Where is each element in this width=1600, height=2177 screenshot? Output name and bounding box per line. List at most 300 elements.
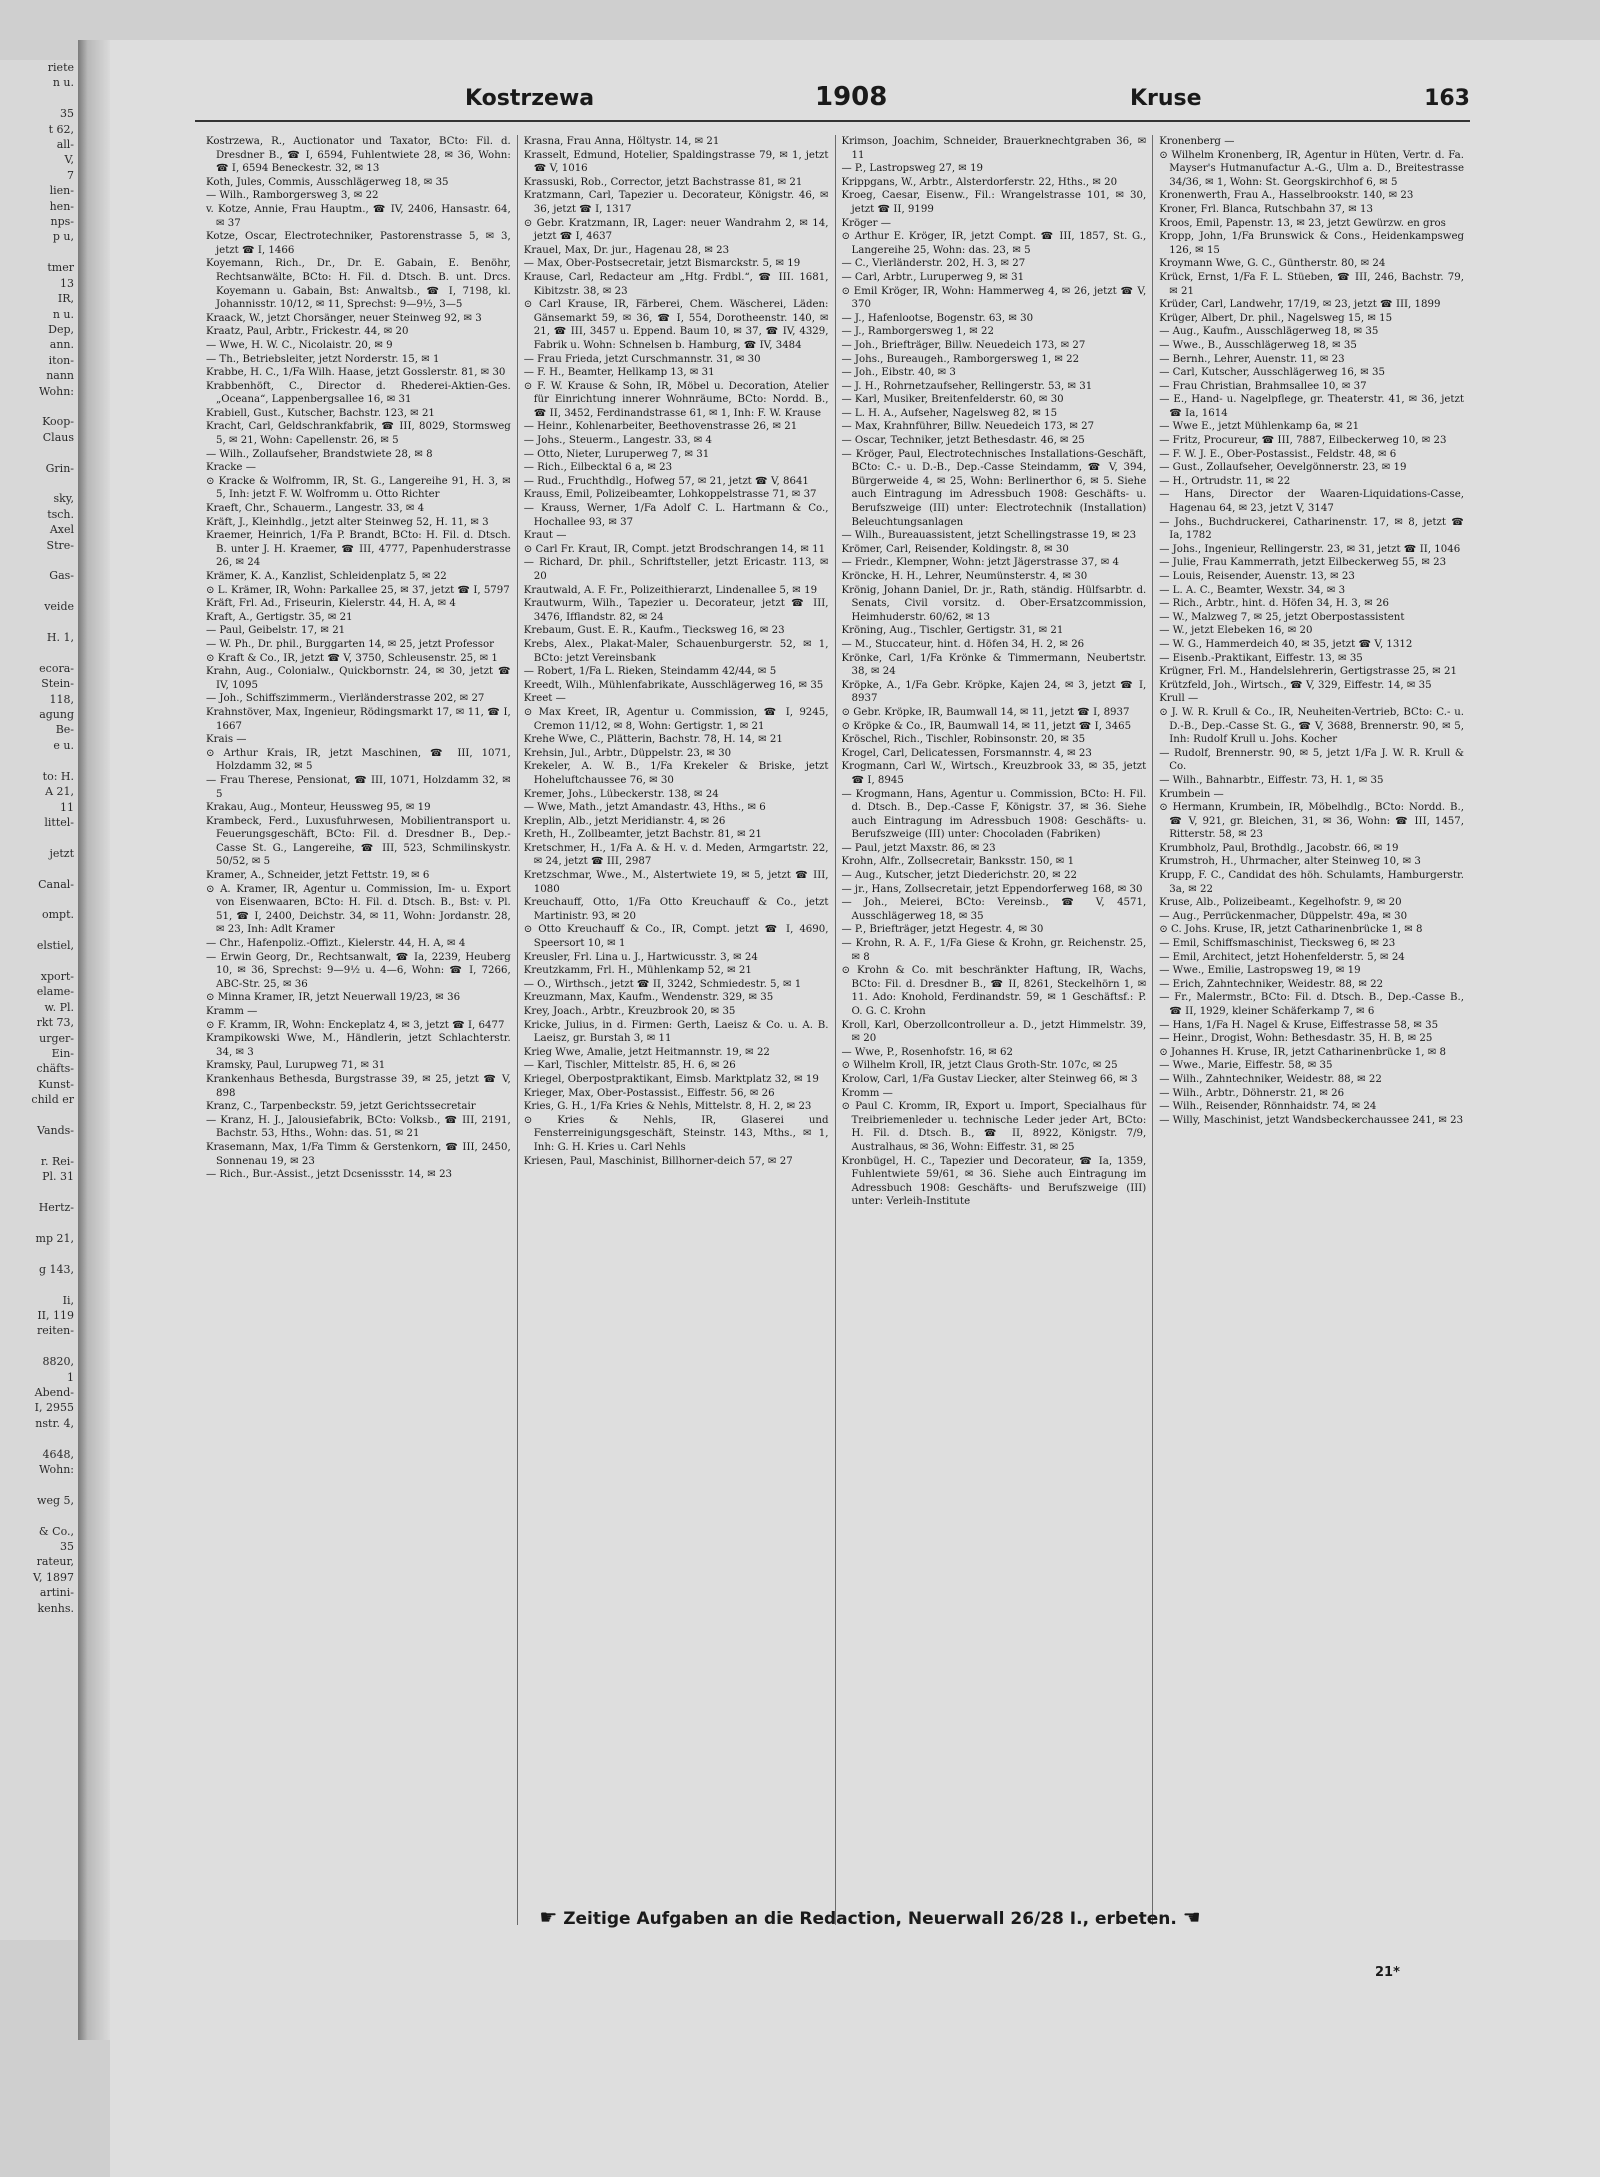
fragment-line: all- (56, 138, 74, 152)
directory-entry: Kretschmer, H., 1/Fa A. & H. v. d. Meden, Armgartstr. 22, ✉ 24, jetzt ☎ III, 2987 (523, 842, 829, 868)
directory-entry: — Wilh., Arbtr., Döhnerstr. 21, ✉ 26 (1159, 1087, 1345, 1099)
directory-entry: Kronenberg — (1159, 136, 1235, 147)
directory-entry: Krause, Carl, Redacteur am „Htg. Frdbl.“, ☎ III. 1681, Kibitzstr. 38, ✉ 23 (523, 271, 829, 297)
directory-entry: Koth, Jules, Commis, Ausschlägerweg 18, ✉ 35 (206, 176, 449, 188)
directory-entry: ⊙ Wilhelm Kronenberg, IR, Agentur in Hüten, Vertr. d. Fa. Mayser's Hutmanufactur A.-G., Ulm a. D., Breitestrasse 34/36, ✉ 1, Wohn: St. Georgskirchhof 6, ✉ 5 (1159, 149, 1464, 188)
directory-entry: — Johs., Steuerm., Langestr. 33, ✉ 4 (523, 435, 713, 447)
directory-entry: ⊙ F. W. Krause & Sohn, IR, Möbel u. Decoration, Atelier für Einrichtung innerer Wohnräume, BCto: Nordd. B., ☎ II, 3452, Ferdinandstrasse 61, ✉ 1, Inh: F. W. Krause (523, 380, 829, 419)
fragment-line: Ein- (51, 1047, 74, 1060)
fragment-line: 1 (67, 1370, 74, 1384)
directory-entry: ⊙ F. Kramm, IR, Wohn: Enckeplatz 4, ✉ 3, jetzt ☎ I, 6477 (206, 1019, 505, 1031)
directory-entry: ⊙ Emil Kröger, IR, Wohn: Hammerweg 4, ✉ 26, jetzt ☎ V, 370 (841, 285, 1147, 311)
directory-entry: — Emil, Architect, jetzt Hohenfelderstr. 5, ✉ 24 (1159, 951, 1405, 963)
directory-entry: Kräft, J., Kleinhdlg., jetzt alter Steinweg 52, H. 11, ✉ 3 (206, 516, 489, 528)
fragment-line: agung (39, 708, 74, 722)
fragment-line (0, 476, 78, 491)
book-gutter-shadow (78, 40, 110, 2040)
fragment-line: mp 21, (35, 1231, 74, 1245)
fragment-line: n u. (52, 76, 74, 90)
fragment-line: 8820, (42, 1355, 74, 1369)
directory-entry: — Wwe, H. W. C., Nicolaistr. 20, ✉ 9 (206, 339, 393, 351)
directory-entry: — Fritz, Procureur, ☎ III, 7887, Eilbeckerweg 10, ✉ 23 (1159, 435, 1447, 447)
directory-entry: ⊙ Kracke & Wolfromm, IR, St. G., Langereihe 91, H. 3, ✉ 5, Inh: jetzt F. W. Wolfromm u. Otto Richter (206, 475, 511, 501)
directory-entry: Krumbholz, Paul, Brothdlg., Jacobstr. 66, ✉ 19 (1159, 842, 1399, 854)
directory-entry: Kreet — (523, 693, 566, 705)
directory-entry: ⊙ J. W. R. Krull & Co., IR, Neuheiten-Vertrieb, BCto: C.- u. D.-B., Dep.-Casse St. G., ☎ V, 3688, Brennerstr. 90, ✉ 5, Inh: Rudolf Krull u. Johs. Kocher (1159, 706, 1464, 746)
fragment-line: Stein- (41, 677, 74, 691)
directory-entry: Krumbein — (1159, 788, 1224, 800)
directory-entry: — Wilh., Bahnarbtr., Eiffestr. 73, H. 1, ✉ 35 (1159, 774, 1384, 786)
fragment-line: ann. (49, 338, 74, 352)
directory-entry: ⊙ Carl Krause, IR, Färberei, Chem. Wäscherei, Läden: Gänsemarkt 59, ✉ 36, ☎ I, 554, Dorotheenstr. 140, ✉ 21, ☎ III, 3457 u. Eppend. Baum 10, ✉ 37, ☎ IV, 4329, Fabrik u. Wohn: Schnelsen b. Hamburg, ☎ IV, 3484 (523, 299, 829, 351)
fragment-line: 35 (60, 1540, 74, 1553)
directory-entry: — Wwe, P., Rosenhofstr. 16, ✉ 62 (841, 1046, 1013, 1058)
directory-entry: — L. A. C., Beamter, Wexstr. 34, ✉ 3 (1159, 584, 1346, 596)
fragment-line: urger- (39, 1031, 74, 1045)
fragment-line: Koop- (42, 415, 74, 429)
directory-entry: Kruse, Alb., Polizeibeamt., Kegelhofstr. 9, ✉ 20 (1159, 897, 1402, 909)
directory-entry: — L. H. A., Aufseher, Nagelsweg 82, ✉ 15 (841, 407, 1058, 419)
directory-entry: — Rudolf, Brennerstr. 90, ✉ 5, jetzt 1/Fa J. W. R. Krull & Co. (1159, 747, 1464, 773)
directory-entry: — Julie, Frau Kammerrath, jetzt Eilbeckerweg 55, ✉ 23 (1159, 557, 1447, 569)
directory-entry: Krippgans, W., Arbtr., Alsterdorferstr. 22, Hths., ✉ 20 (841, 176, 1118, 188)
fragment-line (0, 861, 78, 876)
directory-entry: — Wwe., Emilie, Lastropsweg 19, ✉ 19 (1159, 965, 1361, 977)
directory-entry: — Friedr., Klempner, Wohn: jetzt Jägerstrasse 37, ✉ 4 (841, 557, 1119, 569)
directory-entry: ⊙ Kraft & Co., IR, jetzt ☎ V, 3750, Schleusenstr. 25, ✉ 1 (206, 652, 498, 664)
fragment-line: nps- (50, 215, 74, 229)
directory-entry: Krömer, Carl, Reisender, Koldingstr. 8, ✉ 30 (841, 543, 1069, 555)
directory-entry: Krasna, Frau Anna, Höltystr. 14, ✉ 21 (523, 136, 720, 147)
directory-entry: Kröschel, Rich., Tischler, Robinsonstr. 20, ✉ 35 (841, 734, 1086, 746)
fragment-line: V, 1897 (32, 1570, 74, 1584)
directory-entry: Krieg Wwe, Amalie, jetzt Heitmannstr. 19, ✉ 22 (523, 1046, 770, 1058)
directory-entry: ⊙ Gebr. Kratzmann, IR, Lager: neuer Wandrahm 2, ✉ 14, jetzt ☎ I, 4637 (523, 217, 829, 243)
directory-entry: — Wilh., Zahntechniker, Weidestr. 88, ✉ 22 (1159, 1073, 1382, 1085)
fragment-line: Ii, (62, 1293, 74, 1307)
fragment-line (0, 645, 78, 660)
directory-entry: Kramer, A., Schneider, jetzt Fettstr. 19, ✉ 6 (206, 870, 430, 882)
directory-entry: Krampikowski Wwe, M., Händlerin, jetzt Schlachterstr. 34, ✉ 3 (206, 1033, 511, 1058)
directory-entry: Krebaum, Gust. E. R., Kaufm., Tiecksweg 16, ✉ 23 (523, 625, 785, 637)
directory-entry: ⊙ Krohn & Co. mit beschränkter Haftung, IR, Wachs, BCto: Fil. d. Dresdner B., ☎ II, 8261, Steckelhörn 1, ✉ 11. Ado: Knohold, Ferdinandstr. 59, ✉ 1 Geschäftsf.: P. O. G. C. Krohn (841, 965, 1147, 1017)
fragment-line (0, 1138, 78, 1153)
directory-entry: — F. H., Beamter, Hellkamp 13, ✉ 31 (523, 367, 715, 379)
directory-entry: — Krohn, R. A. F., 1/Fa Giese & Krohn, gr. Reichenstr. 25, ✉ 8 (841, 938, 1147, 963)
directory-entry: Krämer, K. A., Kanzlist, Schleidenplatz 5, ✉ 22 (206, 571, 447, 582)
directory-entry: ⊙ Max Kreet, IR, Agentur u. Commission, ☎ I, 9245, Cremon 11/12, ✉ 8, Wohn: Gertigstr. 1, ✉ 21 (523, 706, 829, 732)
directory-entry: Kreth, H., Zollbeamter, jetzt Bachstr. 81, ✉ 21 (523, 829, 762, 841)
directory-entry: — Joh., Briefträger, Billw. Neuedeich 173, ✉ 27 (841, 339, 1086, 351)
directory-entry: — J., Ramborgersweg 1, ✉ 22 (841, 326, 994, 338)
directory-entry: Krais — (206, 734, 247, 746)
page-number: 163 (1424, 86, 1470, 111)
page-header (195, 80, 1470, 122)
fragment-line (0, 954, 78, 969)
directory-entry: Krolow, Carl, 1/Fa Gustav Liecker, alter Steinweg 66, ✉ 3 (841, 1073, 1138, 1085)
directory-entry: — Erwin Georg, Dr., Rechtsanwalt, ☎ Ia, 2239, Heuberg 10, ✉ 36, Sprechst: 9—9½ u. 4—6, Wohn: ☎ I, 7266, ABC-Str. 25, ✉ 36 (206, 951, 511, 990)
directory-entry: Krieger, Max, Ober-Postassist., Eiffestr. 56, ✉ 26 (523, 1087, 775, 1099)
fragment-line (0, 91, 78, 106)
directory-entry: — Johs., Bureaugeh., Ramborgersweg 1, ✉ 22 (841, 353, 1080, 365)
fragment-line: n u. (52, 307, 74, 321)
fragment-line: A 21, (45, 785, 74, 799)
directory-entry: Krönke, Carl, 1/Fa Krönke & Timmermann, Neubertstr. 38, ✉ 24 (841, 652, 1147, 678)
directory-entry: Krüder, Carl, Landwehr, 17/19, ✉ 23, jetzt ☎ III, 1899 (1159, 299, 1441, 311)
directory-entry: — Kranz, H. J., Jalousiefabrik, BCto: Volksb., ☎ III, 2191, Bachstr. 53, Hths., Wohn: das. 51, ✉ 21 (206, 1114, 511, 1140)
directory-entry: Kraatz, Paul, Arbtr., Frickestr. 44, ✉ 20 (206, 326, 409, 338)
directory-entry: Kranz, C., Tarpenbeckstr. 59, jetzt Gerichtssecretair (206, 1101, 476, 1113)
fragment-line: Kunst- (38, 1077, 74, 1091)
directory-entry: Kramm — (206, 1006, 258, 1017)
fragment-line: lien- (49, 184, 74, 198)
fragment-line: 118, (49, 692, 74, 706)
fragment-line: iton- (48, 353, 74, 367)
fragment-line: sky, (53, 492, 74, 506)
directory-entry: Krogmann, Carl W., Wirtsch., Kreuzbrook 33, ✉ 35, jetzt ☎ I, 8945 (841, 761, 1147, 786)
directory-entry: — Robert, 1/Fa L. Rieken, Steindamm 42/44, ✉ 5 (523, 666, 777, 678)
fragment-line: tmer (47, 261, 74, 275)
directory-entry: — J. H., Rohrnetzaufseher, Rellingerstr. 53, ✉ 31 (841, 380, 1093, 392)
directory-entry: — Oscar, Techniker, jetzt Bethesdastr. 46, ✉ 25 (841, 435, 1085, 447)
directory-entry: Koyemann, Rich., Dr., Dr. E. Gabain, E. Benöhr, Rechtsanwälte, BCto: H. Fil. d. Dtsch. B. unt. Drcs. Koyemann u. Gabain, Bst: Anwaltsb., ☎ I, 7198, kl. Johannisstr. 10/12, ✉ 11, Sprechst: 9—9½, 3—5 (206, 258, 511, 311)
directory-entry: ⊙ Wilhelm Kroll, IR, jetzt Claus Groth-Str. 107c, ✉ 25 (841, 1060, 1118, 1072)
directory-entry: ⊙ Johannes H. Kruse, IR, jetzt Catharinenbrücke 1, ✉ 8 (1159, 1046, 1446, 1058)
directory-entry: Kroos, Emil, Papenstr. 13, ✉ 23, jetzt Gewürzw. en gros (1159, 217, 1446, 229)
fragment-line: II, 119 (37, 1308, 74, 1322)
fragment-line: V, (64, 153, 74, 167)
column-2 (518, 135, 836, 1925)
directory-entry: — Max, Krahnführer, Billw. Neuedeich 173, ✉ 27 (841, 421, 1095, 433)
fragment-line: tsch. (47, 507, 74, 521)
directory-entry: — Chr., Hafenpoliz.-Offizt., Kielerstr. 44, H. A, ✉ 4 (206, 938, 466, 950)
fragment-line: Axel (49, 523, 74, 537)
directory-entry: — Heinr., Drogist, Wohn: Bethesdastr. 35, H. B, ✉ 25 (1159, 1033, 1433, 1045)
directory-entry: Kraft, A., Gertigstr. 35, ✉ 21 (206, 611, 353, 623)
fragment-line (0, 1215, 78, 1230)
directory-entry: — W. Ph., Dr. phil., Burggarten 14, ✉ 25, jetzt Professor (206, 638, 495, 650)
directory-entry: Kracke — (206, 462, 256, 474)
directory-entry: ⊙ Arthur E. Kröger, IR, jetzt Compt. ☎ III, 1857, St. G., Langereihe 25, Wohn: das. 23, ✉ 5 (841, 231, 1147, 256)
directory-entry: — Aug., Perrückenmacher, Düppelstr. 49a, ✉ 30 (1159, 910, 1408, 922)
fragment-line (0, 615, 78, 630)
directory-entry: — Aug., Kaufm., Ausschlägerweg 18, ✉ 35 (1159, 326, 1379, 338)
fragment-line: child er (31, 1093, 74, 1107)
directory-entry: — J., Hafenlootse, Bogenstr. 63, ✉ 30 (841, 312, 1034, 324)
directory-entry: Krasselt, Edmund, Hotelier, Spaldingstrasse 79, ✉ 1, jetzt ☎ V, 1016 (523, 149, 829, 175)
fragment-line (0, 553, 78, 568)
directory-entry: Krassuski, Rob., Corrector, jetzt Bachstrasse 81, ✉ 21 (523, 176, 803, 188)
directory-entry: — E., Hand- u. Nagelpflege, gr. Theaterstr. 41, ✉ 36, jetzt ☎ Ia, 1614 (1159, 394, 1464, 419)
directory-entry: Krambeck, Ferd., Luxusfuhrwesen, Mobilientransport u. Feuerungsgeschäft, BCto: Fil. d. Dresdner B., Dep.-Casse St. G., Langereihe, ☎ III, 523, Schmilinskystr. 50/52, ✉ 5 (206, 815, 511, 868)
directory-entry: v. Kotze, Annie, Frau Hauptm., ☎ IV, 2406, Hansastr. 64, ✉ 37 (206, 203, 511, 229)
fragment-line: Abend- (34, 1385, 74, 1399)
fragment-line: Stre- (46, 538, 74, 552)
directory-entry: — M., Stuccateur, hint. d. Höfen 34, H. 2, ✉ 26 (841, 638, 1085, 650)
directory-entry: Krück, Ernst, 1/Fa F. L. Stüeben, ☎ III, 246, Bachstr. 79, ✉ 21 (1159, 271, 1464, 297)
directory-entry: — Wwe., Marie, Eiffestr. 58, ✉ 35 (1159, 1060, 1333, 1072)
fragment-line: r. Rei- (40, 1154, 74, 1168)
directory-entry: — W., Malzweg 7, ✉ 25, jetzt Oberpostassistent (1159, 611, 1405, 623)
fragment-line (0, 1477, 78, 1492)
fragment-line: elstiel, (36, 939, 74, 953)
directory-entry: Kraut — (523, 530, 567, 542)
fragment-line (0, 1246, 78, 1261)
directory-entry: — Louis, Reisender, Auenstr. 13, ✉ 23 (1159, 571, 1355, 582)
fragment-line (0, 1185, 78, 1200)
directory-entry: Krakau, Aug., Monteur, Heussweg 95, ✉ 19 (206, 802, 431, 814)
directory-entry: — Gust., Zollaufseher, Oevelgönnerstr. 23, ✉ 19 (1159, 462, 1407, 474)
directory-entry: Kratzmann, Carl, Tapezier u. Decorateur, Königstr. 46, ✉ 36, jetzt ☎ I, 1317 (523, 190, 829, 215)
directory-entry: Krull — (1159, 693, 1199, 705)
directory-entry: Kromm — (841, 1087, 893, 1099)
directory-entry: — Wilh., Zollaufseher, Brandstwiete 28, ✉ 8 (206, 448, 433, 460)
left-catchword: Kostrzewa (465, 86, 595, 111)
directory-entry: Krimson, Joachim, Schneider, Brauerknechtgraben 36, ✉ 11 (841, 136, 1147, 161)
fragment-line: Canal- (38, 877, 74, 891)
directory-entry: — Wilh., Ramborgersweg 3, ✉ 22 (206, 190, 379, 202)
directory-entry: ⊙ L. Krämer, IR, Wohn: Parkallee 25, ✉ 37, jetzt ☎ I, 5797 (206, 584, 510, 596)
directory-entry: — Wwe, Math., jetzt Amandastr. 43, Hths., ✉ 6 (523, 802, 766, 814)
fragment-line: Claus (42, 430, 74, 444)
fragment-line: p u, (52, 230, 74, 244)
fragment-line: rkt 73, (36, 1016, 74, 1030)
directory-entry: — P., Briefträger, jetzt Hegestr. 4, ✉ 30 (841, 924, 1044, 936)
fragment-line: ecora- (39, 661, 74, 675)
directory-entry: Kreutzkamm, Frl. H., Mühlenkamp 52, ✉ 21 (523, 965, 752, 977)
directory-entry: — Karl, Tischler, Mittelstr. 85, H. 6, ✉ 26 (523, 1060, 736, 1072)
fragment-line: & Co., (38, 1524, 74, 1538)
fragment-line: Vands- (37, 1124, 74, 1138)
fragment-line: I, 2955 (34, 1401, 74, 1415)
directory-entry: Kretzschmar, Wwe., M., Alstertwiete 19, ✉ 5, jetzt ☎ III, 1080 (523, 870, 829, 895)
directory-entry: Kostrzewa, R., Auctionator und Taxator, BCto: Fil. d. Dresdner B., ☎ I, 6594, Fuhlentwiete 28, ✉ 36, Wohn: ☎ I, 6594 Beneckestr. 32, ✉ 13 (206, 136, 511, 175)
directory-entry: — Max, Ober-Postsecretair, jetzt Bismarckstr. 5, ✉ 19 (523, 258, 801, 270)
directory-entry: — Emil, Schiffsmaschinist, Tiecksweg 6, ✉ 23 (1159, 938, 1396, 950)
directory-entry: Krauss, Emil, Polizeibeamter, Lohkoppelstrasse 71, ✉ 37 (523, 489, 817, 501)
directory-entry: Krautwald, A. F. Fr., Polizeithierarzt, Lindenallee 5, ✉ 19 (523, 584, 818, 596)
fragment-line (0, 1508, 78, 1523)
directory-entry: Kröncke, H. H., Lehrer, Neumünsterstr. 4, ✉ 30 (841, 571, 1088, 582)
directory-entry: Krekeler, A. W. B., 1/Fa Krekeler & Briske, jetzt Hoheluftchaussee 76, ✉ 30 (523, 761, 829, 786)
directory-entry: — W. G., Hammerdeich 40, ✉ 35, jetzt ☎ V, 1312 (1159, 638, 1413, 650)
fragment-line: Wohn: (38, 1462, 74, 1476)
directory-entry: Kröger — (841, 217, 891, 229)
directory-entry: Kroll, Karl, Oberzollcontrolleur a. D., jetzt Himmelstr. 39, ✉ 20 (841, 1019, 1147, 1045)
fragment-line: artini- (39, 1586, 74, 1600)
directory-entry: Kreplin, Alb., jetzt Meridianstr. 4, ✉ 26 (523, 815, 726, 827)
fragment-line: 4648, (42, 1447, 74, 1461)
fragment-line: IR, (57, 292, 74, 306)
directory-entry: Kropp, John, 1/Fa Brunswick & Cons., Heidenkampsweg 126, ✉ 15 (1159, 231, 1464, 256)
fragment-line: 7 (67, 168, 74, 182)
fragment-line (0, 245, 78, 260)
directory-entry: ⊙ Minna Kramer, IR, jetzt Neuerwall 19/23, ✉ 36 (206, 992, 461, 1004)
pointing-hand-left-icon: ☛ (539, 1905, 558, 1929)
directory-entry: — Rich., Eilbecktal 6 a, ✉ 23 (523, 462, 673, 474)
directory-entry: Krogel, Carl, Delicatessen, Forsmannstr. 4, ✉ 23 (841, 747, 1092, 759)
directory-entry: — Erich, Zahntechniker, Weidestr. 88, ✉ 22 (1159, 978, 1384, 990)
directory-entry: Krumstroh, H., Uhrmacher, alter Steinweg 10, ✉ 3 (1159, 856, 1421, 868)
directory-entry: Kreedt, Wilh., Mühlenfabrikate, Ausschlägerweg 16, ✉ 35 (523, 679, 824, 691)
directory-entry: — Wilh., Bureauassistent, jetzt Schellingstrasse 19, ✉ 23 (841, 530, 1137, 542)
directory-entry: Krankenhaus Bethesda, Burgstrasse 39, ✉ 25, jetzt ☎ V, 898 (206, 1073, 511, 1099)
fragment-line: riete (47, 61, 74, 74)
fragment-line (0, 445, 78, 460)
directory-entry: — Heinr., Kohlenarbeiter, Beethovenstrasse 26, ✉ 21 (523, 421, 798, 433)
directory-entry: — Wwe E., jetzt Mühlenkamp 6a, ✉ 21 (1159, 421, 1360, 433)
fragment-line: elame- (36, 985, 74, 999)
directory-entry: ⊙ Kries & Nehls, IR, Glaserei und Fensterreinigungsgeschäft, Steinstr. 143, Mths., ✉ 1, Inh: G. H. Kries u. Carl Nehls (523, 1114, 829, 1153)
directory-entry: — Fr., Malermstr., BCto: Fil. d. Dtsch. B., Dep.-Casse B., ☎ II, 1929, kleiner Schäferkamp 7, ✉ 6 (1159, 992, 1464, 1017)
directory-entry: Krahnstöver, Max, Ingenieur, Rödingsmarkt 17, ✉ 11, ☎ I, 1667 (206, 706, 511, 732)
fragment-line: Gas- (49, 569, 74, 583)
fragment-line: w. Pl. (44, 1000, 74, 1014)
directory-entry: Kreuchauff, Otto, 1/Fa Otto Kreuchauff & Co., jetzt Martinistr. 93, ✉ 20 (523, 897, 829, 922)
directory-entry: Krebs, Alex., Plakat-Maler, Schauenburgerstr. 52, ✉ 1, BCto: jetzt Vereinsbank (523, 638, 829, 664)
directory-entry: — Eisenb.-Praktikant, Eiffestr. 13, ✉ 35 (1159, 652, 1363, 664)
directory-entry: Krahn, Aug., Colonialw., Quickbornstr. 24, ✉ 30, jetzt ☎ IV, 1095 (206, 666, 511, 691)
directory-entry: — Rich., Arbtr., hint. d. Höfen 34, H. 3, ✉ 26 (1159, 598, 1389, 610)
directory-entry: Krey, Joach., Arbtr., Kreuzbrook 20, ✉ 35 (523, 1006, 736, 1017)
fragment-line: chäfts- (36, 1062, 74, 1076)
directory-entry: Kronbügel, H. C., Tapezier und Decorateur, ☎ Ia, 1359, Fuhlentwiete 59/61, ✉ 36. Siehe auch Eintragung im Adressbuch 1908: Geschäfts- und Berufszweige (III) unter: Verleih-Institute (841, 1155, 1147, 1208)
directory-entry: ⊙ Gebr. Kröpke, IR, Baumwall 14, ✉ 11, jetzt ☎ I, 8937 (841, 706, 1130, 718)
directory-entry: — Johs., Buchdruckerei, Catharinenstr. 17, ✉ 8, jetzt ☎ Ia, 1782 (1159, 516, 1464, 542)
directory-entry: — Hans, 1/Fa H. Nagel & Kruse, Eiffestrasse 58, ✉ 35 (1159, 1019, 1439, 1031)
directory-entry: — Krogmann, Hans, Agentur u. Commission, BCto: H. Fil. d. Dtsch. B., Dep.-Casse F, Königstr. 37, ✉ 36. Siehe auch Eintragung im Adressbuch 1908: Geschäfts- u. Berufszweige (III) unter: Chocoladen (Fabriken) (841, 788, 1147, 841)
directory-entry: — Rud., Fruchthdlg., Hofweg 57, ✉ 21, jetzt ☎ V, 8641 (523, 475, 809, 487)
directory-entry: — Willy, Maschinist, jetzt Wandsbeckerchaussee 241, ✉ 23 (1159, 1114, 1464, 1126)
fragment-line (0, 1339, 78, 1354)
pointing-hand-right-icon: ☚ (1182, 1905, 1201, 1929)
fragment-line: kenhs. (37, 1601, 74, 1615)
editorial-notice (420, 1905, 1320, 1929)
directory-entry: Kriesen, Paul, Maschinist, Billhorner-deich 57, ✉ 27 (523, 1155, 793, 1167)
directory-entry: — Krauss, Werner, 1/Fa Adolf C. L. Hartmann & Co., Hochallee 93, ✉ 37 (523, 503, 829, 528)
fragment-line (0, 892, 78, 907)
directory-entry: Kronenwerth, Frau A., Hasselbrookstr. 140, ✉ 23 (1159, 190, 1414, 202)
column-3 (836, 135, 1154, 1925)
fragment-line: to: H. (42, 769, 74, 783)
directory-entry: Kröpke, A., 1/Fa Gebr. Kröpke, Kajen 24, ✉ 3, jetzt ☎ I, 8937 (841, 679, 1147, 705)
directory-entry: Kremer, Johs., Lübeckerstr. 138, ✉ 24 (523, 788, 719, 800)
directory-entry: — Joh., Eibstr. 40, ✉ 3 (841, 367, 956, 379)
directory-entry: — Karl, Musiker, Breitenfelderstr. 60, ✉ 30 (841, 394, 1064, 406)
directory-entry: Kramsky, Paul, Lurupweg 71, ✉ 31 (206, 1060, 386, 1072)
fragment-line: xport- (40, 969, 74, 983)
directory-entry: Krützfeld, Joh., Wirtsch., ☎ V, 329, Eiffestr. 14, ✉ 35 (1159, 679, 1432, 691)
right-catchword: Kruse (1130, 86, 1202, 111)
year-heading: 1908 (815, 82, 888, 112)
fragment-line: e u. (53, 738, 74, 752)
directory-entry: Kreusler, Frl. Lina u. J., Hartwicusstr. 3, ✉ 24 (523, 951, 758, 963)
directory-entry: Kräft, Frl. Ad., Friseurin, Kielerstr. 44, H. A, ✉ 4 (206, 598, 456, 610)
fragment-line: 35 (60, 107, 74, 121)
directory-entry: Krüger, Albert, Dr. phil., Nagelsweg 15, ✉ 15 (1159, 312, 1393, 324)
directory-entry: — H., Ortrudstr. 11, ✉ 22 (1159, 475, 1291, 487)
fragment-line: t 62, (48, 122, 74, 136)
directory-entry: — Carl, Kutscher, Ausschlägerweg 16, ✉ 35 (1159, 367, 1386, 379)
previous-page-fragment (0, 60, 79, 1940)
fragment-line: Hertz- (38, 1201, 74, 1215)
directory-entry: — Frau Therese, Pensionat, ☎ III, 1071, Holzdamm 32, ✉ 5 (206, 774, 511, 800)
directory-entry: ⊙ Paul C. Kromm, IR, Export u. Import, Specialhaus für Treibriemenleder u. technische Leder jeder Art, BCto: H. Fil. d. Dtsch. B., ☎ II, 8922, Königstr. 7/9, Australhaus, ✉ 36, Wohn: Eiffestr. 31, ✉ 25 (841, 1101, 1147, 1153)
directory-entry: Kraeft, Chr., Schauerm., Langestr. 33, ✉ 4 (206, 503, 425, 515)
fragment-line: nann (46, 369, 74, 383)
directory-entry: — Johs., Ingenieur, Rellingerstr. 23, ✉ 31, jetzt ☎ II, 1046 (1159, 543, 1461, 555)
directory-entry: Krohn, Alfr., Zollsecretair, Banksstr. 150, ✉ 1 (841, 856, 1075, 868)
fragment-line: Wohn: (38, 384, 74, 398)
fragment-line (0, 923, 78, 938)
directory-entry: — O., Wirthsch., jetzt ☎ II, 3242, Schmiedestr. 5, ✉ 1 (523, 978, 802, 990)
directory-entry: ⊙ A. Kramer, IR, Agentur u. Commission, Im- u. Export von Eisenwaaren, BCto: H. Fil. d. Dtsch. B., Bst: v. Pl. 51, ☎ I, 2400, Deichstr. 34, ✉ 11, Wohn: Jordanstr. 28, ✉ 23, Inh: Adlt Kramer (206, 883, 511, 936)
directory-entry: — Kröger, Paul, Electrotechnisches Installations-Geschäft, BCto: C.- u. D.-B., Dep.-Casse Steindamm, ☎ V, 394, Bürgerweide 4, ✉ 25, Wohn: Berlinerthor 6, ✉ 5. Siehe auch Eintragung im Adressbuch 1908: Geschäfts- u. Berufszweige (III) unter: Electrotechnik (Installation) Beleuchtungsanlagen (841, 448, 1147, 528)
directory-entry: — C., Vierländerstr. 202, H. 3, ✉ 27 (841, 258, 1026, 270)
fragment-line: littel- (44, 815, 74, 829)
directory-entry: Krauel, Max, Dr. jur., Hagenau 28, ✉ 23 (523, 244, 730, 256)
fragment-line (0, 1108, 78, 1123)
fragment-line: rateur, (36, 1555, 74, 1569)
fragment-line: Be- (55, 723, 74, 737)
directory-entry: Krabbenhöft, C., Director d. Rhederei-Aktien-Ges. „Oceana“, Lappenbergsallee 16, ✉ 31 (206, 380, 511, 406)
directory-entry: ⊙ C. Johs. Kruse, IR, jetzt Catharinenbrücke 1, ✉ 8 (1159, 924, 1423, 936)
directory-entry: Kroner, Frl. Blanca, Rutschbahn 37, ✉ 13 (1159, 203, 1373, 215)
directory-entry: — Wilh., Reisender, Rönnhaidstr. 74, ✉ 24 (1159, 1101, 1377, 1113)
directory-entry: — Rich., Bur.-Assist., jetzt Dcsenissstr. 14, ✉ 23 (206, 1169, 453, 1181)
fragment-line: H. 1, (46, 631, 74, 645)
directory-entry: Krabiell, Gust., Kutscher, Bachstr. 123, ✉ 21 (206, 407, 435, 419)
directory-entry: — Richard, Dr. phil., Schriftsteller, jetzt Ericastr. 113, ✉ 20 (523, 557, 829, 582)
directory-entry: — Carl, Arbtr., Luruperweg 9, ✉ 31 (841, 271, 1025, 283)
directory-entry: — Th., Betriebsleiter, jetzt Norderstr. 15, ✉ 1 (206, 353, 440, 365)
fragment-line (0, 1431, 78, 1446)
directory-entry: — Joh., Meierei, BCto: Vereinsb., ☎ V, 4571, Ausschlägerweg 18, ✉ 35 (841, 897, 1147, 922)
fragment-line: g 143, (38, 1262, 74, 1276)
directory-entry: Kricke, Julius, in d. Firmen: Gerth, Laeisz & Co. u. A. B. Laeisz, gr. Burstah 3, ✉ 11 (523, 1019, 829, 1045)
directory-entry: — Frau Christian, Brahmsallee 10, ✉ 37 (1159, 380, 1367, 392)
directory-entry: — Paul, jetzt Maxstr. 86, ✉ 23 (841, 842, 996, 854)
directory-entry: Krautwurm, Wilh., Tapezier u. Decorateur, jetzt ☎ III, 3476, Ifflandstr. 82, ✉ 24 (523, 598, 829, 623)
fragment-line (0, 584, 78, 599)
directory-entry: Kroymann Wwe, G. C., Güntherstr. 80, ✉ 24 (1159, 258, 1386, 270)
fragment-line: Dep, (48, 322, 74, 336)
directory-entry: Kotze, Oscar, Electrotechniker, Pastorenstrasse 5, ✉ 3, jetzt ☎ I, 1466 (206, 231, 511, 256)
fragment-line: 11 (60, 800, 74, 814)
fragment-line: reiten- (36, 1324, 74, 1338)
fragment-line: veide (44, 600, 74, 614)
directory-entry: — Bernh., Lehrer, Auenstr. 11, ✉ 23 (1159, 353, 1345, 365)
directory-entry: Kroeg, Caesar, Eisenw., Fil.: Wrangelstrasse 101, ✉ 30, jetzt ☎ II, 9199 (841, 190, 1147, 215)
fragment-line: ompt. (41, 908, 74, 922)
directory-entry: ⊙ Carl Fr. Kraut, IR, Compt. jetzt Brodschrangen 14, ✉ 11 (523, 543, 826, 555)
fragment-line: nstr. 4, (35, 1416, 74, 1430)
fragment-line: weg 5, (37, 1493, 74, 1507)
column-4 (1153, 135, 1470, 1925)
fragment-line: hen- (49, 199, 74, 213)
directory-entry: ⊙ Hermann, Krumbein, IR, Möbelhdlg., BCto: Nordd. B., ☎ V, 921, gr. Bleichen, 31, ✉ 36, Wohn: ☎ III, 1457, Ritterstr. 58, ✉ 23 (1159, 802, 1464, 841)
directory-entry: Krasemann, Max, 1/Fa Timm & Gerstenkorn, ☎ III, 2450, Sonnenau 19, ✉ 23 (206, 1141, 511, 1167)
directory-entry: Krügner, Frl. M., Handelslehrerin, Gertigstrasse 25, ✉ 21 (1159, 666, 1457, 678)
directory-entry: Kries, G. H., 1/Fa Kries & Nehls, Mittelstr. 8, H. 2, ✉ 23 (523, 1101, 812, 1113)
fragment-line (0, 399, 78, 414)
directory-entry: Kreuzmann, Max, Kaufm., Wendenstr. 329, ✉ 35 (523, 992, 774, 1004)
fragment-line: jetzt (49, 846, 74, 860)
directory-entry: ⊙ Arthur Krais, IR, jetzt Maschinen, ☎ III, 1071, Holzdamm 32, ✉ 5 (206, 747, 511, 773)
sheet-signature: 21* (1375, 1965, 1400, 1980)
fragment-line (0, 830, 78, 845)
fragment-line: Pl. 31 (42, 1170, 74, 1184)
